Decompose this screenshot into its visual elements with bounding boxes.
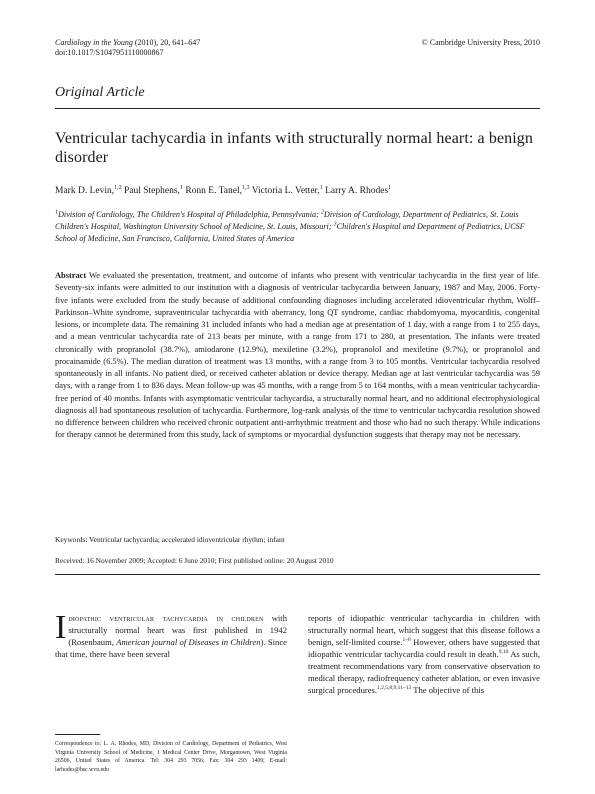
author-affiliation-mark: 1 — [388, 184, 392, 191]
affiliation-2: Division of Cardiology, Department of Pediatrics, St. Louis Children's Hospital, Washington University School of Medicine, St. Louis, Missouri; — [55, 210, 519, 231]
section-label: Original Article — [55, 85, 145, 100]
affiliations: $^1$Division of Cardiology, The Children's Hospital of Philadelphia, Pennsylvania; $^2$Division of Cardiology, Department of Pediatrics, St. Louis Children's Hospital, Washington University School of Medicine, St. Louis, Missouri; $^3$Children's Hospital and Department of Pediatrics, UCSF School of Medicine, San Francisco, California, United States of America — [55, 209, 525, 243]
abstract-label: Abstract — [55, 271, 87, 280]
abstract — [55, 270, 540, 442]
author-name: Paul Stephens, — [121, 186, 180, 196]
lead-in-text: diopathic ventricular tachycardia in children — [68, 613, 264, 623]
body-text: ). Since that time, there have been several — [55, 637, 287, 659]
copyright-notice: © Cambridge University Press, 2010 — [421, 38, 540, 47]
author-affiliation-mark: 1 — [319, 184, 323, 191]
author-affiliation-mark: 1 — [179, 184, 183, 191]
publication-dates: Received: 16 November 2009; Accepted: 6 June 2010; First published online: 20 August 2010 — [55, 556, 334, 565]
author-name: Larry A. Rhodes — [322, 186, 389, 196]
citation-ref: 1,2,5,8,9,11–13 — [377, 685, 412, 692]
article-title: Ventricular tachycardia in infants with structurally normal heart: a benign disorder — [55, 130, 533, 166]
body-column-left — [55, 609, 287, 660]
author-name: Ronn E. Tanel, — [182, 186, 242, 196]
body-text: with structurally normal heart was first published in 1942 (Rosenbaum, — [68, 613, 287, 647]
citation-ref: 9,10 — [498, 649, 509, 656]
keywords: Keywords: Ventricular tachycardia; accelerated idioventricular rhythm; infant — [55, 535, 285, 544]
journal-name: Cardiology in the Young — [55, 38, 133, 47]
correspondence-footnote: Correspondence to: L. A. Rhodes, MD, Division of Cardiology, Department of Pediatrics, West Virginia University School of Medicine, 1 Medical Center Drive, Morgantown, West Virginia 26506, United States of America. Tel: 304 293 7056; Fax: 304 293 1409; E-mail: larhodes@hsc.wvu.edu — [55, 741, 287, 773]
footnote-rule — [55, 734, 100, 735]
author-name: Mark D. Levin, — [55, 186, 115, 196]
abstract-text: We evaluated the presentation, treatment, and outcome of infants who present with ventricular tachycardia in the first year of life. Seventy-six infants were admitted to our institution with a diagnosis of ventricular tachycardia between January, 1987 and May, 2006. Forty-five infants were excluded from the study because of additional confounding diagnoses including accelerated idioventricular rhythm, Wolff–Parkinson–White syndrome, supraventricular tachycardia with aberrancy, long QT syndrome, cardiac rhabdomyoma, myocarditis, congenital lesions, or incomplete data. The remaining 31 included infants who had a median age at presentation of 1 day, with a range from 1 to 255 days, and a mean ventricular tachycardia rate of 213 beats per minute, with a range from 171 to 280, at presentation. The infants were treated chronically with propranolol (38.7%), amiodarone (12.9%), mexiletine (3.2%), propranolol and mexiletine (9.7%), or propranolol and procainamide (6.5%). The median duration of treatment was 13 months, with a range from 3 to 105 months. Ventricular tachycardia resolved spontaneously in all infants. No patient died, or received catheter ablation or device therapy. Median age at last ventricular tachycardia was 59 days, with a range from 1 to 836 days. Mean follow-up was 45 months, with a range from 5 to 164 months, with a mean ventricular tachycardia-free period of 40 months. Infants with asymptomatic ventricular tachycardia, a structurally normal heart, and no additional electrophysiological diagnosis all had spontaneous resolution of tachycardia. Furthermore, log-rank analysis of the time to ventricular tachycardia resolution showed no difference between children who received chronic outpatient anti-arrhythmic treatment and those who had no such therapy. While indications for therapy cannot be determined from this study, lack of symptoms or myocardial dysfunction suggests that therapy may not be necessary. — [55, 271, 540, 440]
affiliation-1: Division of Cardiology, The Children's Hospital of Philadelphia, Pennsylvania; — [58, 210, 321, 219]
doi: doi:10.1017/S1047951110000867 — [55, 48, 164, 57]
author-list — [55, 186, 391, 196]
running-header-citation — [55, 38, 200, 58]
author-affiliation-mark: 1,3 — [242, 184, 250, 191]
body-column-right: reports of idiopathic ventricular tachycardia in children with structurally normal heart, which suggest that this disease follows a benign, self-limited course.$^{1-8}$ However, others have suggested that idiopathic ventricular tachycardia could result in death.$^{9,10}$ As such, treatment recommendations vary from conservative observation to medical therapy, radiofrequency catheter ablation, or even invasive surgical procedures.$^{1,2,5,8,9,11-13}$ The objective of this — [308, 613, 541, 695]
citation-ref: 1–8 — [402, 637, 411, 644]
citation-details: (2010), 20, 641–647 — [132, 38, 201, 47]
cited-journal: American journal of Diseases in Children — [116, 637, 261, 647]
author-name: Victoria L. Vetter, — [249, 186, 320, 196]
section-rule — [55, 108, 540, 109]
author-affiliation-mark: 1,2 — [114, 184, 122, 191]
abstract-end-rule — [55, 574, 540, 575]
drop-cap: I — [55, 609, 67, 646]
affiliation-3: Children's Hospital and Department of Pediatrics, UCSF School of Medicine, San Francisco, California, United States of America — [55, 222, 525, 243]
